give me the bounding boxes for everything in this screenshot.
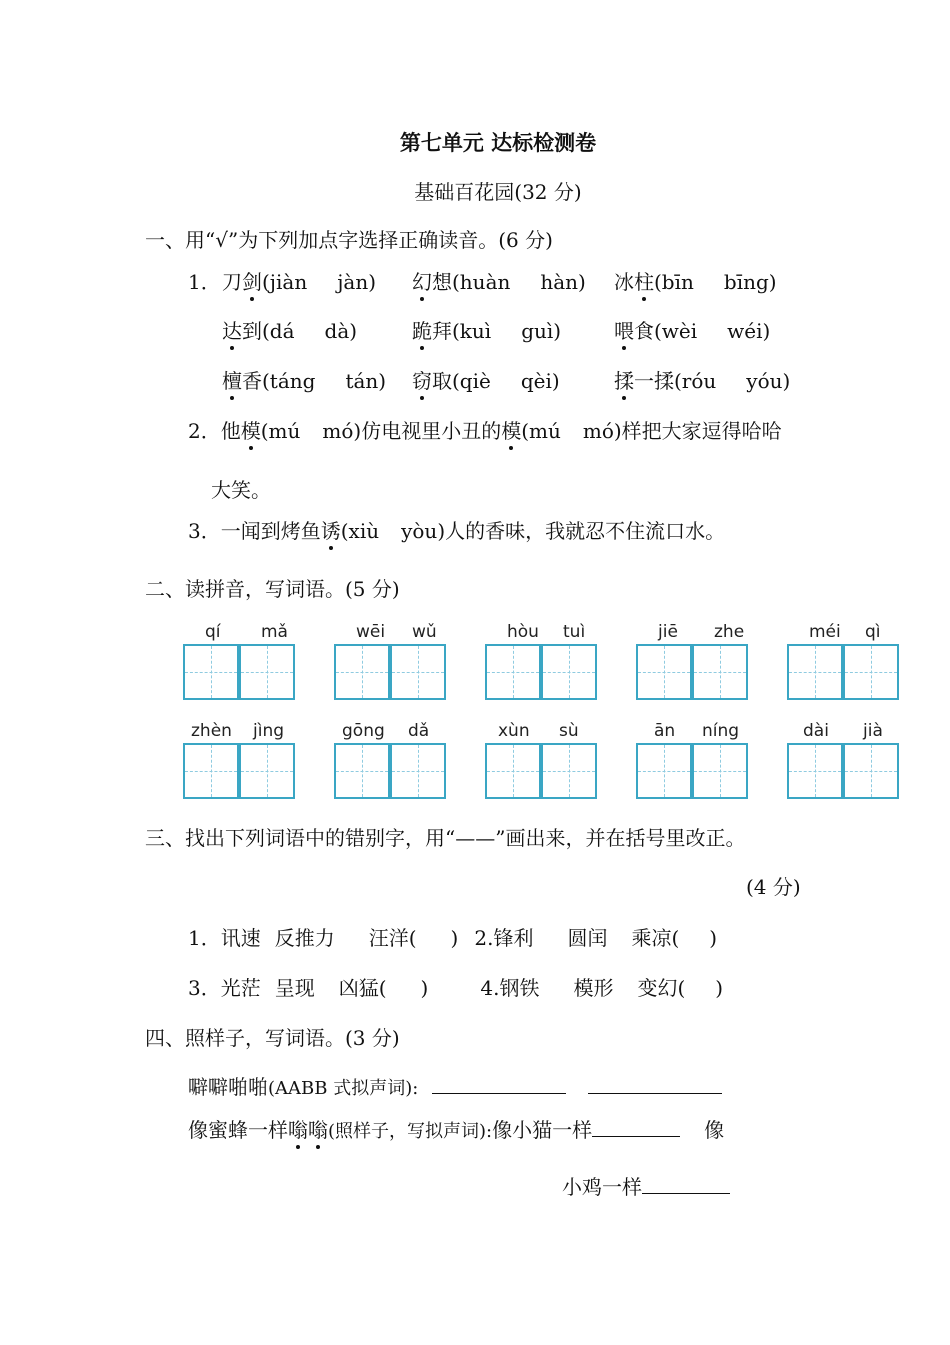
writing-box[interactable] (636, 644, 692, 700)
writing-box[interactable] (485, 644, 541, 700)
pinyin: qí (205, 622, 221, 642)
q1-row2-col2: 跪拜(kuì guì) (412, 319, 562, 343)
writing-box[interactable] (541, 644, 597, 700)
pinyin: tuì (563, 622, 586, 642)
pinyin: dài (803, 721, 829, 741)
pinyin: wēi (356, 622, 386, 642)
pinyin: jìng (253, 721, 285, 741)
writing-box[interactable] (334, 644, 390, 700)
page-title: 第七单元 达标检测卷 (399, 130, 597, 155)
q1-item2-line2: 大笑。 (211, 478, 271, 502)
writing-box[interactable] (239, 743, 295, 799)
q4-line1: 噼噼啪啪(AABB 式拟声词): (188, 1073, 722, 1103)
writing-box[interactable] (239, 644, 295, 700)
pinyin: ān (654, 721, 676, 741)
writing-box[interactable] (692, 743, 748, 799)
pinyin: xùn (498, 721, 530, 741)
pinyin: gōng (342, 721, 385, 741)
writing-box[interactable] (183, 743, 239, 799)
q3-row1: 1．讯速 反推力 汪洋( ) 2.锋利 圆闰 乘凉( ) (188, 926, 718, 950)
q3-row2: 3．光茫 呈现 凶猛( ) 4.钢铁 模形 变幻( ) (188, 976, 724, 1000)
writing-box[interactable] (787, 644, 843, 700)
q4-heading: 四、照样子，写词语。(3 分) (145, 1026, 400, 1050)
writing-box[interactable] (390, 644, 446, 700)
writing-box[interactable] (636, 743, 692, 799)
pinyin: hòu (507, 622, 539, 642)
pinyin: jiē (658, 622, 678, 642)
writing-box[interactable] (485, 743, 541, 799)
q1-row3-col1: 檀香(táng tán) (222, 369, 387, 393)
q3-score: (4 分) (746, 875, 801, 899)
writing-box[interactable] (787, 743, 843, 799)
pinyin: qì (865, 622, 881, 642)
writing-box[interactable] (390, 743, 446, 799)
q4-line3: 小鸡一样 (562, 1173, 730, 1201)
pinyin: zhèn (191, 721, 232, 741)
pinyin: mǎ (261, 622, 288, 642)
writing-box[interactable] (692, 644, 748, 700)
pinyin: dǎ (408, 721, 430, 741)
q1-item2: 2．他模(mú mó)仿电视里小丑的模(mú mó)样把大家逗得哈哈 (188, 419, 782, 443)
q1-row1-col3: 冰柱(bīn bīng) (614, 270, 777, 294)
answer-blank[interactable] (642, 1173, 730, 1194)
pinyin: sù (559, 721, 579, 741)
pinyin: níng (702, 721, 740, 741)
writing-box[interactable] (843, 644, 899, 700)
answer-blank[interactable] (588, 1073, 722, 1094)
pinyin: wǔ (412, 622, 437, 642)
writing-box[interactable] (541, 743, 597, 799)
q1-row2-col1: 达到(dá dà) (222, 319, 358, 343)
q4-line2: 像蜜蜂一样嗡嗡(照样子，写拟声词):像小猫一样 像 (188, 1118, 725, 1142)
answer-blank[interactable] (432, 1073, 566, 1094)
q1-row1-col1: 刀剑(jiàn jàn) (222, 270, 377, 294)
q1-row3-col2: 窃取(qiè qèi) (412, 369, 560, 393)
section-subtitle: 基础百花园(32 分) (414, 180, 582, 204)
q2-heading: 二、读拼音，写词语。(5 分) (145, 577, 400, 601)
q1-row3-col3: 揉一揉(róu yóu) (614, 369, 791, 393)
q1-row2-col3: 喂食(wèi wéi) (614, 319, 771, 343)
pinyin: jià (863, 721, 883, 741)
writing-box[interactable] (843, 743, 899, 799)
pinyin: méi (809, 622, 841, 642)
pinyin: zhe (714, 622, 745, 642)
q3-heading: 三、找出下列词语中的错别字，用“——”画出来，并在括号里改正。 (145, 826, 746, 850)
q1-item3: 3．一闻到烤鱼诱(xiù yòu)人的香味，我就忍不住流口水。 (188, 519, 726, 543)
q1-row1-number: 1． (188, 270, 221, 294)
q1-row1-col2: 幻想(huàn hàn) (412, 270, 586, 294)
q1-heading: 一、用“√”为下列加点字选择正确读音。(6 分) (145, 228, 553, 252)
writing-box[interactable] (183, 644, 239, 700)
answer-blank[interactable] (592, 1116, 680, 1137)
writing-box[interactable] (334, 743, 390, 799)
